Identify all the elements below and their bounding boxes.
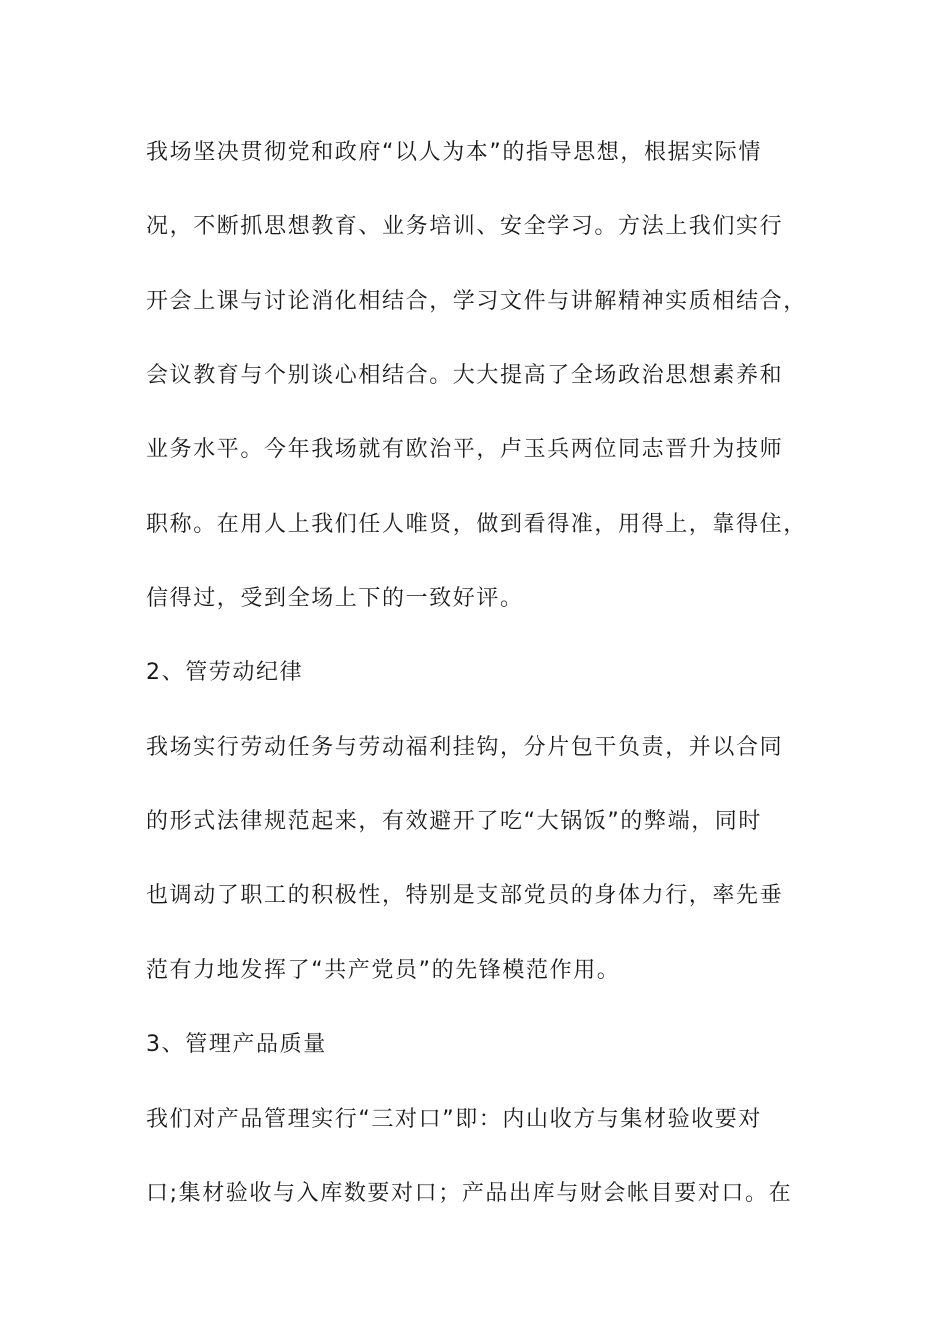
text-line-12: 范有力地发挥了“共产党员”的先锋模范作用。 [146,958,621,983]
text-line-6: 职称。在用人上我们任人唯贤，做到看得准，用得上，靠得住， [146,512,807,537]
text-line-2: 况，不断抓思想教育、业务培训、安全学习。方法上我们实行 [146,214,784,239]
text-line-4: 会议教育与个别谈心相结合。大大提高了全场政治思想素养和 [146,363,784,388]
text-line-3: 开会上课与讨论消化相结合，学习文件与讲解精神实质相结合， [146,289,807,314]
section-heading-2: 2、管劳动纪律 [146,660,304,685]
text-line-14: 我们对产品管理实行“三对口”即：内山收方与集材验收要对 [146,1107,762,1132]
text-line-1: 我场坚决贯彻党和政府“以人为本”的指导思想，根据实际情 [146,140,762,165]
text-line-5: 业务水平。今年我场就有欧治平，卢玉兵两位同志晋升为技师 [146,437,784,462]
text-line-10: 的形式法律规范起来，有效避开了吃“大锅饭”的弊端，同时 [146,809,762,834]
text-line-9: 我场实行劳动任务与劳动福利挂钩，分片包干负责，并以合同 [146,735,784,760]
text-line-11: 也调动了职工的积极性，特别是支部党员的身体力行，率先垂 [146,883,784,908]
text-line-15: 口;集材验收与入库数要对口；产品出库与财会帐目要对口。在 [146,1181,793,1206]
text-line-7: 信得过，受到全场上下的一致好评。 [146,586,524,611]
section-heading-3: 3、管理产品质量 [146,1032,327,1057]
